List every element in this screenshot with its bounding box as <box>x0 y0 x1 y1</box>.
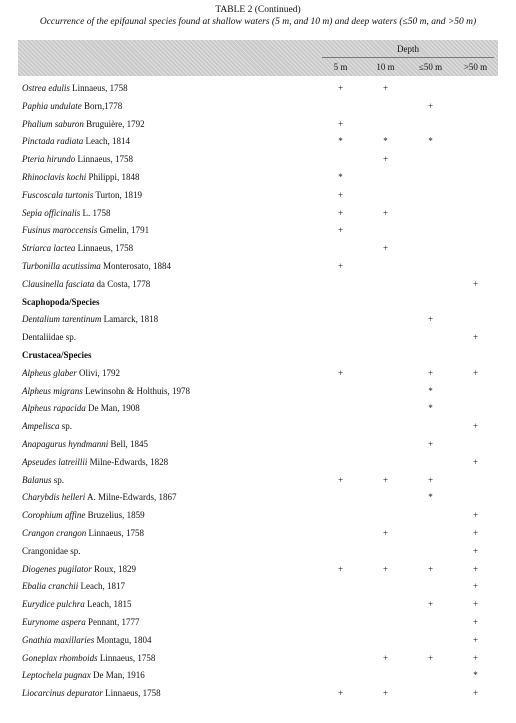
species-genus: Crangon crangon <box>22 527 87 538</box>
occurrence-mark: + <box>337 207 344 218</box>
species-name <box>22 258 171 276</box>
species-genus: Clausinella fasciata <box>22 278 95 289</box>
header-rule <box>322 57 494 58</box>
species-name <box>22 632 152 650</box>
table-row <box>18 418 498 436</box>
species-author: Montagu, 1804 <box>94 634 152 645</box>
species-genus: Alpheus glaber <box>22 367 77 378</box>
species-name <box>22 525 144 543</box>
species-author: Born,1778 <box>81 100 123 111</box>
species-genus: Ostrea edulis <box>22 83 70 93</box>
occurrence-mark: + <box>382 688 389 699</box>
occurrence-mark: + <box>337 189 344 200</box>
table-row <box>18 578 498 596</box>
table-row <box>18 133 498 151</box>
species-genus: Ampelisca <box>22 421 60 432</box>
species-name <box>22 151 133 169</box>
occurrence-mark: + <box>472 545 479 556</box>
species-author: sp. <box>51 474 65 485</box>
table-row <box>18 187 498 205</box>
table-row <box>18 205 498 223</box>
occurrence-mark: + <box>382 154 389 165</box>
occurrence-mark: + <box>337 474 344 485</box>
species-name <box>22 205 111 223</box>
species-genus: Turbonilla acutissima <box>22 260 101 271</box>
species-name <box>22 489 177 507</box>
occurrence-mark: + <box>337 563 344 574</box>
species-name <box>22 543 81 561</box>
species-genus: Striarca lactea <box>22 243 76 254</box>
table-row <box>18 650 498 668</box>
species-genus: Diogenes pugilator <box>22 563 92 574</box>
species-author: Monterosato, 1884 <box>100 260 172 271</box>
species-author: Leach, 1815 <box>84 599 132 610</box>
species-genus: Corophium affine <box>22 510 86 521</box>
table-caption: Occurrence of the epifaunal species found at shallow waters (5 m, and 10 m) and deep waters (≤50 m, and >50 m) <box>39 17 477 27</box>
species-name <box>22 383 190 401</box>
species-author: Linnaeus, 1758 <box>97 652 156 663</box>
occurrence-mark: + <box>427 100 434 111</box>
table-row <box>18 258 498 276</box>
table-section-heading <box>18 294 498 312</box>
table-row <box>18 632 498 650</box>
occurrence-mark: + <box>472 563 479 574</box>
species-genus: Pinctada radiata <box>22 136 84 147</box>
species-name <box>22 222 149 240</box>
occurrence-mark: + <box>427 367 434 378</box>
species-author: Philippi, 1848 <box>86 171 140 182</box>
species-name <box>22 650 155 668</box>
occurrence-mark: + <box>472 652 479 663</box>
species-name <box>22 329 76 347</box>
occurrence-mark: + <box>427 599 434 610</box>
species-name <box>22 667 145 685</box>
species-author: Bruguière, 1792 <box>83 118 145 129</box>
occurrence-mark: + <box>382 474 389 485</box>
table-row <box>18 454 498 472</box>
species-author: Pennant, 1777 <box>85 616 140 627</box>
species-name <box>22 133 130 151</box>
species-name <box>22 418 72 436</box>
species-name <box>22 276 150 294</box>
species-author: Olivi, 1792 <box>76 367 121 378</box>
occurrence-mark: + <box>472 456 479 467</box>
depth-group-header: Depth <box>397 44 419 54</box>
species-genus: Rhinoclavis kochi <box>22 171 87 182</box>
occurrence-mark: + <box>472 421 479 432</box>
species-name <box>22 507 145 525</box>
species-author: A. Milne-Edwards, 1867 <box>85 492 177 503</box>
species-genus: Eurydice pulchra <box>22 599 85 610</box>
species-author: Linnaeus, 1758 <box>69 83 128 93</box>
table-row <box>18 80 498 98</box>
species-genus: Sepia officinalis <box>22 207 81 218</box>
occurrence-mark: + <box>472 634 479 645</box>
species-name <box>22 80 128 98</box>
species-genus: Anapagurus hyndmanni <box>22 438 109 449</box>
occurrence-mark: + <box>337 260 344 271</box>
occurrence-mark: + <box>382 243 389 254</box>
species-author: Roux, 1829 <box>91 563 137 574</box>
occurrence-mark: + <box>337 83 344 93</box>
section-label: Crustacea/Species <box>22 349 92 360</box>
table-row <box>18 400 498 418</box>
species-author: Gmelin, 1791 <box>97 225 150 236</box>
species-name <box>22 436 148 454</box>
table-row <box>18 667 498 685</box>
occurrence-mark: + <box>427 438 434 449</box>
species-name <box>22 187 142 205</box>
species-genus: Goneplax rhomboids <box>22 652 98 663</box>
species-table <box>18 40 498 703</box>
species-author: Lamarck, 1818 <box>101 314 159 325</box>
species-author: da Costa, 1778 <box>94 278 151 289</box>
species-name <box>22 454 168 472</box>
species-genus: Balanus <box>22 474 52 485</box>
species-name <box>22 614 140 632</box>
table-row <box>18 276 498 294</box>
species-author: L. 1758 <box>80 207 111 218</box>
table-row <box>18 151 498 169</box>
occurrence-mark: + <box>472 616 479 627</box>
species-name <box>22 685 161 703</box>
occurrence-mark: + <box>472 332 479 343</box>
occurrence-mark: * <box>428 403 433 414</box>
species-genus: Fuscoscala turtonis <box>22 189 94 200</box>
table-row <box>18 98 498 116</box>
table-row <box>18 116 498 134</box>
table-header <box>18 40 498 76</box>
species-author: Turton, 1819 <box>93 189 143 200</box>
species-author: Linnaeus, 1758 <box>102 688 161 699</box>
occurrence-mark: + <box>427 652 434 663</box>
occurrence-mark: + <box>337 367 344 378</box>
table-row <box>18 240 498 258</box>
section-label: Scaphopoda/Species <box>22 296 100 307</box>
species-genus: Alpheus rapacida <box>22 403 86 414</box>
column-header-5m: 5 m <box>333 62 348 72</box>
occurrence-mark: + <box>337 118 344 129</box>
species-name <box>22 169 140 187</box>
occurrence-mark: * <box>428 492 433 503</box>
species-genus: Pteria hirundo <box>22 154 76 165</box>
column-header-gt50m: >50 m <box>463 62 488 72</box>
species-genus: Dentalium tarentinum <box>22 314 102 325</box>
species-author: Lewinsohn & Holthuis, 1978 <box>82 385 190 396</box>
species-author: Leach, 1814 <box>83 136 130 147</box>
table-row <box>18 685 498 703</box>
table-row <box>18 614 498 632</box>
species-name <box>22 578 125 596</box>
table-row <box>18 561 498 579</box>
occurrence-mark: + <box>337 225 344 236</box>
occurrence-mark: * <box>338 136 343 147</box>
occurrence-mark: + <box>382 207 389 218</box>
occurrence-mark: + <box>472 581 479 592</box>
species-author: Linnaeus, 1758 <box>75 243 134 254</box>
species-genus: Alpheus migrans <box>22 385 83 396</box>
table-row <box>18 525 498 543</box>
table-row <box>18 596 498 614</box>
column-header-le50m: ≤50 m <box>418 62 443 72</box>
occurrence-mark: + <box>472 688 479 699</box>
species-author: sp. <box>59 421 73 432</box>
table-title: TABLE 2 (Continued) <box>215 5 301 15</box>
table-row <box>18 543 498 561</box>
occurrence-mark: * <box>428 136 433 147</box>
species-genus: Phalium saburon <box>22 118 84 129</box>
occurrence-mark: + <box>382 563 389 574</box>
occurrence-mark: + <box>337 688 344 699</box>
occurrence-mark: * <box>383 136 388 147</box>
species-genus: Paphia undulate <box>22 100 82 111</box>
occurrence-mark: + <box>427 474 434 485</box>
table-row <box>18 169 498 187</box>
table-row <box>18 311 498 329</box>
species-genus: Gnathia maxillaries <box>22 634 95 645</box>
occurrence-mark: + <box>382 652 389 663</box>
species-author: Milne-Edwards, 1828 <box>87 456 169 467</box>
occurrence-mark: + <box>472 527 479 538</box>
species-name <box>22 365 120 383</box>
species-genus: Fusinus maroccensis <box>22 225 98 236</box>
table-row <box>18 489 498 507</box>
species-name <box>22 400 140 418</box>
species-genus: Ebalia cranchii <box>22 581 79 592</box>
table-row <box>18 507 498 525</box>
occurrence-mark: + <box>472 510 479 521</box>
table-section-heading <box>18 347 498 365</box>
column-header-10m: 10 m <box>376 62 395 72</box>
occurrence-mark: + <box>427 563 434 574</box>
species-author: Dentaliidae sp. <box>22 332 76 343</box>
species-author: Bruzelius, 1859 <box>85 510 145 521</box>
species-genus: Liocarcinus depurator <box>22 688 103 699</box>
species-genus: Apseudes latreillii <box>22 456 88 467</box>
table-row <box>18 222 498 240</box>
occurrence-mark: * <box>338 171 343 182</box>
species-author: Linnaeus, 1758 <box>86 527 145 538</box>
species-name <box>22 561 136 579</box>
species-genus: Leptochela pugnax <box>22 670 91 681</box>
table-row <box>18 436 498 454</box>
species-name <box>22 98 122 116</box>
species-name <box>22 240 133 258</box>
table-row <box>18 472 498 490</box>
occurrence-mark: + <box>427 314 434 325</box>
occurrence-mark: * <box>428 385 433 396</box>
table-row <box>18 365 498 383</box>
occurrence-mark: + <box>472 599 479 610</box>
occurrence-mark: + <box>472 278 479 289</box>
occurrence-mark: + <box>382 527 389 538</box>
species-author: Crangonidae sp. <box>22 545 81 556</box>
species-author: Bell, 1845 <box>108 438 148 449</box>
species-name <box>22 311 158 329</box>
species-author: Linnaeus, 1758 <box>75 154 133 165</box>
species-author: De Man, 1908 <box>85 403 140 414</box>
species-author: Leach, 1817 <box>78 581 125 592</box>
occurrence-mark: + <box>472 367 479 378</box>
table-row <box>18 383 498 401</box>
species-genus: Charybdis helleri <box>22 492 86 503</box>
species-name <box>22 472 64 490</box>
occurrence-mark: * <box>473 670 478 681</box>
species-name <box>22 116 145 134</box>
species-genus: Eurynome aspera <box>22 616 86 627</box>
species-author: De Man, 1916 <box>90 670 145 681</box>
species-name <box>22 596 131 614</box>
occurrence-mark: + <box>382 83 389 93</box>
table-row <box>18 329 498 347</box>
table-body <box>18 80 498 703</box>
